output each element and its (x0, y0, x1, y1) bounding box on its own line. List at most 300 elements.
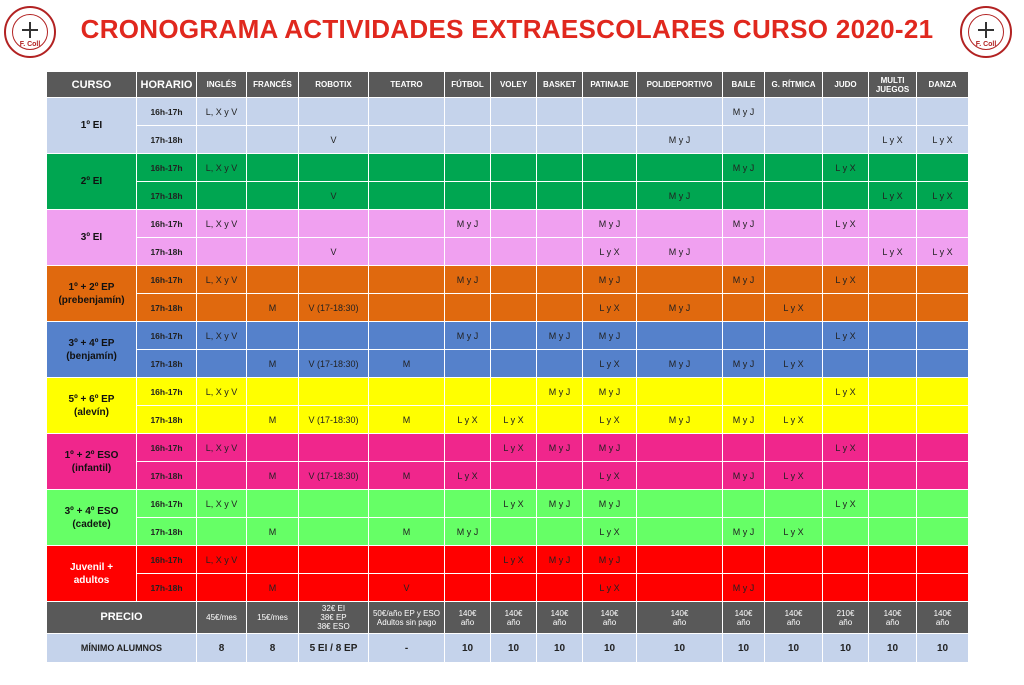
schedule-cell (491, 210, 537, 238)
schedule-cell (637, 462, 723, 490)
schedule-cell (823, 126, 869, 154)
schedule-cell (723, 434, 765, 462)
schedule-cell: L y X (823, 322, 869, 350)
schedule-cell: L, X y V (197, 154, 247, 182)
table-row (47, 210, 969, 238)
column-header: BAILE (723, 72, 765, 98)
schedule-cell: M y J (583, 434, 637, 462)
schedule-cell (369, 126, 445, 154)
schedule-cell: M y J (723, 574, 765, 602)
schedule-cell (445, 154, 491, 182)
schedule-cell (583, 98, 637, 126)
time-slot: 17h-18h (137, 238, 197, 266)
schedule-cell: M (247, 574, 299, 602)
schedule-cell: M y J (445, 322, 491, 350)
column-header: BASKET (537, 72, 583, 98)
minimum-cell: 10 (869, 634, 917, 663)
schedule-cell (823, 574, 869, 602)
price-cell: 140€ año (537, 602, 583, 634)
schedule-cell: L y X (823, 378, 869, 406)
schedule-cell (823, 462, 869, 490)
time-slot: 16h-17h (137, 154, 197, 182)
schedule-cell: L y X (583, 462, 637, 490)
table-row (47, 546, 969, 574)
minimum-cell: 10 (537, 634, 583, 663)
schedule-cell (491, 98, 537, 126)
minimum-cell: 10 (723, 634, 765, 663)
schedule-cell: M y J (537, 378, 583, 406)
schedule-cell (299, 434, 369, 462)
schedule-cell (247, 266, 299, 294)
schedule-cell (723, 294, 765, 322)
schedule-cell: M (247, 518, 299, 546)
schedule-cell (491, 574, 537, 602)
schedule-cell: M y J (637, 406, 723, 434)
schedule-cell (823, 98, 869, 126)
page-title: CRONOGRAMA ACTIVIDADES EXTRAESCOLARES CURSO 2020-21 (80, 14, 934, 44)
table-row (47, 378, 969, 406)
time-slot: 16h-17h (137, 378, 197, 406)
course-label: Juvenil + adultos (47, 546, 137, 602)
price-row (47, 602, 969, 634)
schedule-cell: M y J (723, 406, 765, 434)
schedule-cell: V (369, 574, 445, 602)
minimum-cell: 10 (637, 634, 723, 663)
schedule-cell: M y J (637, 350, 723, 378)
schedule-cell: L y X (765, 406, 823, 434)
table-row (47, 434, 969, 462)
schedule-cell (197, 182, 247, 210)
table-row (47, 266, 969, 294)
schedule-cell (869, 462, 917, 490)
schedule-cell (869, 406, 917, 434)
schedule-cell (247, 210, 299, 238)
schedule-cell (723, 238, 765, 266)
course-label: 2º EI (47, 154, 137, 210)
schedule-cell (537, 574, 583, 602)
schedule-cell (491, 294, 537, 322)
schedule-cell: L y X (823, 490, 869, 518)
schedule-cell: L y X (869, 238, 917, 266)
schedule-cell (765, 322, 823, 350)
course-label: 5º + 6º EP (alevín) (47, 378, 137, 434)
schedule-cell (823, 406, 869, 434)
schedule-cell: M y J (537, 434, 583, 462)
schedule-cell (445, 238, 491, 266)
schedule-cell (723, 378, 765, 406)
schedule-cell: M y J (537, 490, 583, 518)
time-slot: 17h-18h (137, 518, 197, 546)
course-label: 1º + 2º EP (prebenjamín) (47, 266, 137, 322)
schedule-cell (491, 154, 537, 182)
schedule-cell (917, 574, 969, 602)
schedule-cell: M y J (637, 126, 723, 154)
schedule-cell (637, 574, 723, 602)
course-label: 1º + 2º ESO (infantil) (47, 434, 137, 490)
schedule-cell (491, 350, 537, 378)
course-label: 3º + 4º EP (benjamín) (47, 322, 137, 378)
schedule-cell: L y X (583, 238, 637, 266)
price-cell: 140€ año (869, 602, 917, 634)
schedule-cell (247, 490, 299, 518)
schedule-cell (869, 434, 917, 462)
schedule-cell (537, 462, 583, 490)
minimum-cell: 5 EI / 8 EP (299, 634, 369, 663)
schedule-cell (765, 266, 823, 294)
schedule-cell (247, 154, 299, 182)
schedule-cell: L y X (917, 182, 969, 210)
schedule-cell (869, 322, 917, 350)
schedule-cell: M y J (723, 210, 765, 238)
schedule-cell (445, 574, 491, 602)
column-header: G. RÍTMICA (765, 72, 823, 98)
time-slot: 17h-18h (137, 182, 197, 210)
schedule-cell: L y X (583, 294, 637, 322)
schedule-cell (491, 126, 537, 154)
schedule-cell (197, 350, 247, 378)
time-slot: 16h-17h (137, 98, 197, 126)
schedule-cell (369, 98, 445, 126)
schedule-cell (445, 294, 491, 322)
schedule-cell: L y X (765, 350, 823, 378)
minimum-label: MÍNIMO ALUMNOS (47, 634, 197, 663)
schedule-cell (491, 462, 537, 490)
schedule-cell: M (369, 518, 445, 546)
schedule-cell: M y J (723, 266, 765, 294)
schedule-cell (765, 546, 823, 574)
table-row (47, 462, 969, 490)
minimum-cell: - (369, 634, 445, 663)
schedule-cell: L y X (765, 462, 823, 490)
schedule-cell (197, 406, 247, 434)
schedule-cell: M y J (583, 546, 637, 574)
column-header: FÚTBOL (445, 72, 491, 98)
schedule-cell: M y J (445, 210, 491, 238)
schedule-cell (491, 378, 537, 406)
table-row (47, 406, 969, 434)
schedule-cell: L y X (445, 406, 491, 434)
schedule-cell (491, 322, 537, 350)
schedule-cell: M y J (583, 322, 637, 350)
schedule-cell: L y X (583, 574, 637, 602)
schedule-cell: L y X (823, 434, 869, 462)
schedule-cell (583, 154, 637, 182)
schedule-cell (197, 462, 247, 490)
schedule-cell (917, 462, 969, 490)
price-cell: 140€ año (765, 602, 823, 634)
schedule-cell (445, 350, 491, 378)
schedule-cell: L y X (823, 266, 869, 294)
schedule-cell (369, 378, 445, 406)
table-row (47, 182, 969, 210)
schedule-cell (445, 434, 491, 462)
schedule-cell: L, X y V (197, 98, 247, 126)
schedule-cell (247, 322, 299, 350)
schedule-cell: M y J (583, 378, 637, 406)
schedule-cell (637, 210, 723, 238)
schedule-cell (583, 182, 637, 210)
schedule-cell (917, 434, 969, 462)
schedule-cell (369, 266, 445, 294)
schedule-cell: L y X (869, 126, 917, 154)
schedule-cell (491, 266, 537, 294)
schedule-cell (537, 238, 583, 266)
schedule-cell (917, 98, 969, 126)
schedule-cell (637, 154, 723, 182)
schedule-cell (637, 518, 723, 546)
schedule-cell (247, 182, 299, 210)
price-label: PRECIO (47, 602, 197, 634)
schedule-cell: M (247, 462, 299, 490)
schedule-cell: L, X y V (197, 210, 247, 238)
schedule-cell: L y X (583, 518, 637, 546)
schedule-cell (491, 238, 537, 266)
table-row (47, 126, 969, 154)
minimum-cell: 8 (247, 634, 299, 663)
schedule-cell (823, 238, 869, 266)
schedule-cell (197, 574, 247, 602)
schedule-cell: M y J (445, 266, 491, 294)
schedule-cell (765, 126, 823, 154)
time-slot: 16h-17h (137, 490, 197, 518)
schedule-cell: L y X (583, 406, 637, 434)
schedule-cell (369, 490, 445, 518)
school-logo-left (4, 6, 56, 58)
schedule-cell: L, X y V (197, 434, 247, 462)
schedule-cell: L y X (445, 462, 491, 490)
schedule-cell (823, 182, 869, 210)
schedule-cell: M y J (637, 294, 723, 322)
price-cell: 140€ año (723, 602, 765, 634)
schedule-cell (917, 210, 969, 238)
schedule-cell (917, 546, 969, 574)
schedule-cell: V (299, 182, 369, 210)
schedule-cell (765, 378, 823, 406)
schedule-cell (637, 434, 723, 462)
schedule-cell (369, 322, 445, 350)
time-slot: 17h-18h (137, 294, 197, 322)
table-row (47, 98, 969, 126)
time-slot: 17h-18h (137, 126, 197, 154)
schedule-cell (637, 490, 723, 518)
schedule-cell (369, 182, 445, 210)
schedule-cell: L y X (823, 210, 869, 238)
schedule-cell (299, 266, 369, 294)
schedule-cell (299, 546, 369, 574)
course-label: 3º + 4º ESO (cadete) (47, 490, 137, 546)
schedule-table (46, 71, 969, 663)
schedule-cell (765, 574, 823, 602)
schedule-cell: V (17-18:30) (299, 406, 369, 434)
course-label: 3º EI (47, 210, 137, 266)
schedule-cell (445, 490, 491, 518)
schedule-cell (299, 378, 369, 406)
schedule-cell (299, 574, 369, 602)
schedule-cell (247, 546, 299, 574)
schedule-cell (917, 350, 969, 378)
price-cell: 45€/mes (197, 602, 247, 634)
schedule-cell (917, 518, 969, 546)
schedule-cell (869, 546, 917, 574)
schedule-cell (247, 98, 299, 126)
schedule-cell: V (17-18:30) (299, 462, 369, 490)
schedule-cell: L, X y V (197, 378, 247, 406)
schedule-cell (917, 406, 969, 434)
schedule-cell (369, 154, 445, 182)
schedule-cell: L y X (823, 154, 869, 182)
schedule-cell (247, 378, 299, 406)
schedule-cell: M y J (583, 490, 637, 518)
schedule-cell (369, 434, 445, 462)
schedule-cell: L y X (765, 518, 823, 546)
schedule-cell: M y J (445, 518, 491, 546)
table-header (47, 72, 969, 98)
schedule-cell (869, 574, 917, 602)
table-row (47, 490, 969, 518)
schedule-cell: L y X (491, 434, 537, 462)
schedule-cell (537, 518, 583, 546)
schedule-cell (765, 154, 823, 182)
price-cell: 210€ año (823, 602, 869, 634)
price-cell: 32€ EI 38€ EP 38€ ESO (299, 602, 369, 634)
column-header: MULTI JUEGOS (869, 72, 917, 98)
schedule-cell (637, 378, 723, 406)
time-slot: 17h-18h (137, 574, 197, 602)
schedule-cell (247, 126, 299, 154)
time-slot: 16h-17h (137, 266, 197, 294)
schedule-cell: M (247, 406, 299, 434)
schedule-cell: M y J (537, 546, 583, 574)
price-cell: 140€ año (445, 602, 491, 634)
table-row (47, 238, 969, 266)
schedule-cell: M y J (583, 266, 637, 294)
schedule-cell (765, 238, 823, 266)
schedule-cell (369, 546, 445, 574)
column-header: DANZA (917, 72, 969, 98)
table-row (47, 518, 969, 546)
schedule-cell (197, 294, 247, 322)
minimum-cell: 10 (917, 634, 969, 663)
column-header: VOLEY (491, 72, 537, 98)
schedule-cell: M y J (637, 238, 723, 266)
minimum-cell: 10 (765, 634, 823, 663)
logo-text: F. Coll (19, 41, 41, 48)
schedule-cell (537, 182, 583, 210)
column-header: JUDO (823, 72, 869, 98)
minimum-cell: 10 (823, 634, 869, 663)
table-row (47, 154, 969, 182)
schedule-cell (491, 518, 537, 546)
schedule-cell (299, 490, 369, 518)
cross-icon (978, 22, 994, 38)
schedule-cell: L y X (869, 182, 917, 210)
schedule-cell (637, 322, 723, 350)
schedule-cell (869, 154, 917, 182)
cross-icon (22, 22, 38, 38)
schedule-cell (765, 182, 823, 210)
schedule-cell: M y J (723, 154, 765, 182)
schedule-cell: M y J (537, 322, 583, 350)
schedule-cell (369, 238, 445, 266)
schedule-cell: L y X (491, 490, 537, 518)
schedule-cell (869, 266, 917, 294)
schedule-cell (823, 350, 869, 378)
schedule-cell: M (369, 406, 445, 434)
schedule-cell (369, 210, 445, 238)
schedule-cell (491, 182, 537, 210)
price-cell: 140€ año (491, 602, 537, 634)
schedule-cell (869, 518, 917, 546)
column-header: TEATRO (369, 72, 445, 98)
logo-text: F. Coll (975, 41, 997, 48)
table-row (47, 294, 969, 322)
price-cell: 140€ año (583, 602, 637, 634)
schedule-cell (299, 98, 369, 126)
course-label: 1º EI (47, 98, 137, 154)
schedule-cell: V (299, 126, 369, 154)
schedule-cell (917, 322, 969, 350)
schedule-cell (537, 98, 583, 126)
column-header: INGLÉS (197, 72, 247, 98)
schedule-cell: M y J (723, 462, 765, 490)
table-row (47, 350, 969, 378)
schedule-cell (369, 294, 445, 322)
schedule-cell: L y X (491, 406, 537, 434)
column-header: PATINAJE (583, 72, 637, 98)
schedule-cell (445, 546, 491, 574)
schedule-cell (723, 182, 765, 210)
schedule-cell (869, 350, 917, 378)
schedule-cell (537, 350, 583, 378)
schedule-cell (917, 266, 969, 294)
price-cell: 140€ año (637, 602, 723, 634)
schedule-cell (247, 434, 299, 462)
time-slot: 16h-17h (137, 546, 197, 574)
schedule-cell (723, 546, 765, 574)
schedule-cell (537, 126, 583, 154)
schedule-cell: L, X y V (197, 266, 247, 294)
schedule-cell: L y X (583, 350, 637, 378)
schedule-cell (299, 322, 369, 350)
schedule-cell: L y X (917, 126, 969, 154)
table-row (47, 574, 969, 602)
school-logo-right (960, 6, 1012, 58)
schedule-cell (299, 210, 369, 238)
schedule-cell (197, 126, 247, 154)
time-slot: 16h-17h (137, 322, 197, 350)
schedule-cell: L, X y V (197, 546, 247, 574)
schedule-cell (445, 98, 491, 126)
column-header: FRANCÉS (247, 72, 299, 98)
schedule-cell: M y J (723, 350, 765, 378)
schedule-cell: M y J (583, 210, 637, 238)
schedule-cell: M y J (723, 518, 765, 546)
schedule-cell: L y X (917, 238, 969, 266)
schedule-cell (537, 406, 583, 434)
schedule-cell (197, 518, 247, 546)
schedule-cell (869, 210, 917, 238)
schedule-cell (823, 546, 869, 574)
schedule-cell (869, 294, 917, 322)
schedule-cell (637, 98, 723, 126)
time-slot: 16h-17h (137, 434, 197, 462)
schedule-cell (869, 98, 917, 126)
minimum-row (47, 634, 969, 663)
time-slot: 17h-18h (137, 350, 197, 378)
schedule-cell (823, 518, 869, 546)
schedule-cell: L, X y V (197, 322, 247, 350)
schedule-cell (917, 378, 969, 406)
